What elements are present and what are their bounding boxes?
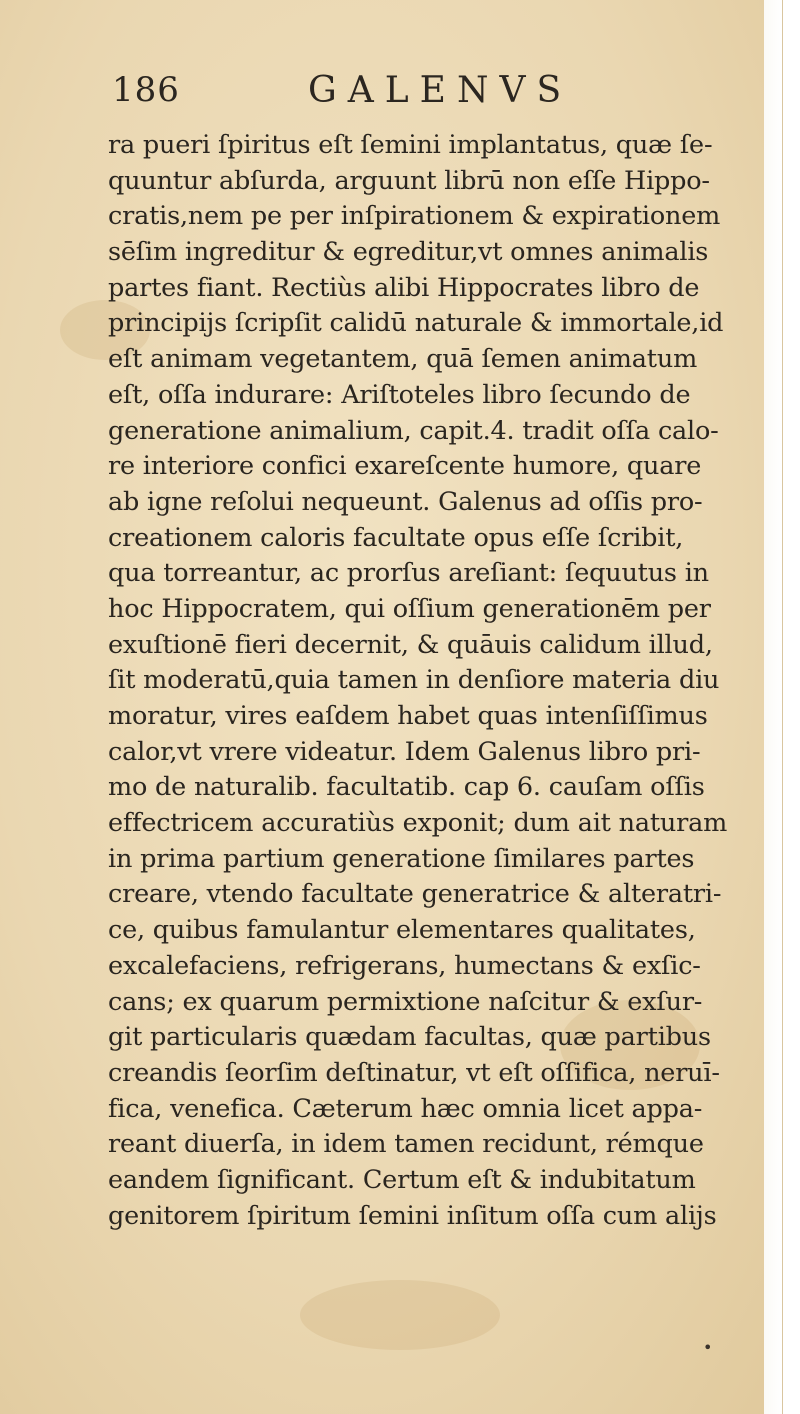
text-line: genitorem ſpiritum ſemini inſitum oſſa cum alijs	[108, 1200, 717, 1231]
text-line: hoc Hippocratem, qui oſſium generationēm per	[108, 593, 711, 624]
text-line: moratur, vires eaſdem habet quas intenſiſſimus	[108, 701, 708, 731]
text-line: quuntur abſurda, arguunt librū non eſſe Hippo-	[108, 165, 710, 196]
page-number: 186	[112, 70, 180, 110]
text-line: creandis ſeorſim deſtinatur, vt eſt oſſifica, neruī-	[108, 1057, 720, 1088]
text-line: re interiore confici exareſcente humore, quare	[108, 451, 702, 482]
text-line: effectricem accuratiùs exponit; dum ait naturam	[108, 808, 728, 839]
text-line: cratis,nem pe per inſpirationem & expirationem	[108, 201, 721, 232]
text-line: in prima partium generatione ſimilares partes	[108, 843, 695, 874]
text-line: mo de naturalib. facultatib. cap 6. cauſam oſſis	[108, 772, 705, 803]
body-text	[108, 128, 728, 1234]
text-line: partes fiant. Rectiùs alibi Hippocrates libro de	[108, 272, 700, 303]
text-line: reant diuerſa, in idem tamen recidunt, rémque	[108, 1129, 704, 1160]
running-head: GALENVS	[308, 70, 573, 111]
scan-margin	[764, 0, 782, 1414]
text-line: cans; ex quarum permixtione naſcitur & exſur-	[108, 986, 703, 1017]
text-line: ſit moderatū,quia tamen in denſiore materia diu	[108, 665, 720, 696]
text-line: exuſtionē fieri decernit, & quāuis calidum illud,	[108, 629, 713, 660]
text-line: eſt, oſſa indurare: Ariſtoteles libro ſecundo de	[108, 379, 691, 410]
text-line: git particularis quædam facultas, quæ partibus	[108, 1022, 711, 1053]
text-line: fica, venefica. Cæterum hæc omnia licet appa-	[108, 1093, 703, 1124]
text-line: principijs ſcripſit calidū naturale & immortale,id	[108, 308, 724, 339]
text-line: generatione animalium, capit.4. tradit oſſa calo-	[108, 415, 719, 446]
text-line: sēſim ingreditur & egreditur,vt omnes animalis	[108, 237, 709, 268]
text-line: excalefaciens, refrigerans, humectans & exſic-	[108, 950, 701, 981]
ink-speck: •	[703, 1338, 713, 1357]
text-line: eſt animam vegetantem, quā ſemen animatum	[108, 344, 698, 375]
paper-stain	[300, 1280, 500, 1350]
page-header	[112, 70, 672, 120]
text-line: calor,vt vrere videatur. Idem Galenus libro pri-	[108, 736, 701, 767]
text-line: creare, vtendo facultate generatrice & alteratri-	[108, 879, 722, 910]
text-line: ce, quibus famulantur elementares qualitates,	[108, 915, 696, 946]
text-line: qua torreantur, ac prorſus areſiant: ſequutus in	[108, 558, 709, 589]
text-line: ra pueri ſpiritus eſt ſemini implantatus, quæ ſe-	[108, 130, 713, 160]
text-line: eandem ſignificant. Certum eſt & indubitatum	[108, 1164, 696, 1195]
text-line: ab igne reſolui nequeunt. Galenus ad oſſis pro-	[108, 486, 703, 517]
text-line: creationem caloris facultate opus eſſe ſcribit,	[108, 522, 684, 553]
